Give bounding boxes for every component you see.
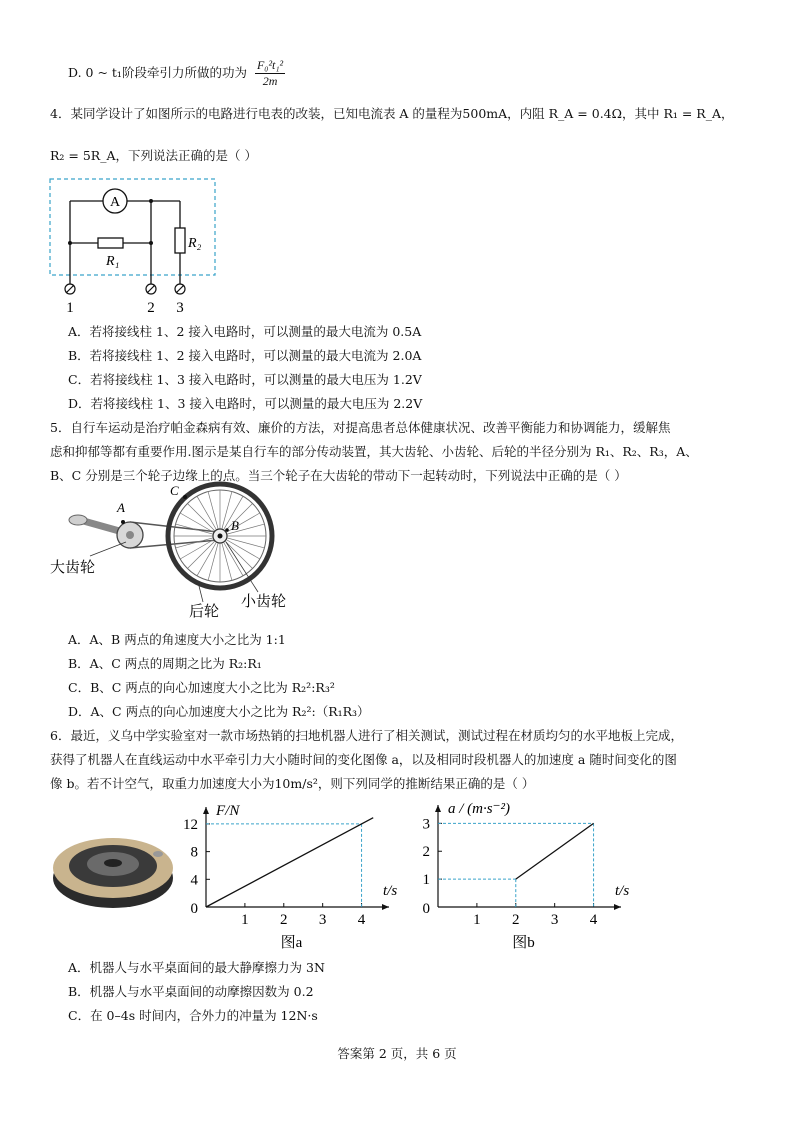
chart-b-y-arrow-icon <box>435 805 441 812</box>
chart-b-y-tick-label: 1 <box>422 872 430 889</box>
q4-circuit-diagram <box>48 176 223 316</box>
q6-option-b: B．机器人与水平桌面间的动摩擦因数为 0.2 <box>68 984 314 999</box>
r2-label: R₂ <box>188 236 202 251</box>
point-a-label: A <box>117 500 125 515</box>
chart-b-x-tick-label: 2 <box>512 912 520 928</box>
chart-a-y-tick-label: 12 <box>183 816 198 833</box>
robot-vacuum-image <box>48 822 178 917</box>
q5-stem-line1: 5．自行车运动是治疗帕金森病有效、廉价的方法，对提高患者总体健康状况、改善平衡能力和协调能力，缓解焦 <box>50 420 671 435</box>
q5-stem-line2: 虑和抑郁等都有重要作用.图示是某自行车的部分传动装置，其大齿轮、小齿轮、后轮的半径分别为 R₁、R₂、R₃，A、 <box>50 444 698 459</box>
chart-b-x-tick-label: 3 <box>550 912 559 928</box>
chart-b-y-label: a / (m·s⁻²) <box>448 801 510 817</box>
q3-fraction-denominator: 2m <box>262 74 278 88</box>
chart-a-x-tick-label: 1 <box>241 912 249 928</box>
chart-b-x-label: t/s <box>615 883 630 899</box>
q4-option-d: D．若将接线柱 1、3 接入电路时，可以测量的最大电压为 2.2V <box>68 396 423 411</box>
point-b-label: B <box>231 518 239 533</box>
q4-option-a: A．若将接线柱 1、2 接入电路时，可以测量的最大电流为 0.5A <box>68 324 422 339</box>
q5-option-d: D．A、C 两点的向心加速度大小之比为 R₂²:（R₁R₃） <box>68 704 370 719</box>
q4-option-b: B．若将接线柱 1、2 接入电路时，可以测量的最大电流为 2.0A <box>68 348 422 363</box>
q3-fraction <box>255 58 285 89</box>
q6-option-a: A．机器人与水平桌面间的最大静摩擦力为 3N <box>68 960 325 975</box>
dashed-box <box>50 179 215 275</box>
chart-a-y-tick-label: 4 <box>190 872 198 889</box>
chart-a-y-tick-label: 8 <box>190 844 198 861</box>
q5-option-a: A．A、B 两点的角速度大小之比为 1:1 <box>68 632 286 647</box>
big-gear-label: 大齿轮 <box>50 560 96 576</box>
q5-option-c: C．B、C 两点的向心加速度大小之比为 R₂²:R₃² <box>68 680 335 695</box>
q5-bicycle-figure <box>48 482 318 622</box>
chart-a-x-tick-label: 3 <box>318 912 327 928</box>
rear-wheel-label: 后轮 <box>189 604 220 620</box>
chart-b-x-tick-label: 1 <box>473 912 481 928</box>
chart-a-origin-label: 0 <box>190 901 198 917</box>
q6-stem-line1: 6．最近，义乌中学实验室对一款市场热销的扫地机器人进行了相关测试，测试过程在材质均匀的水平地板上完成， <box>50 728 683 743</box>
q6-stem-line2: 获得了机器人在直线运动中水平牵引力大小随时间的变化图像 a，以及相同时段机器人的加速度 a 随时间变化的图 <box>50 752 677 767</box>
chart-a-x-tick-label: 2 <box>280 912 288 928</box>
ammeter-label: A <box>109 195 121 210</box>
q3-option-d-prefix: D. <box>68 65 86 80</box>
r1-label: R₁ <box>106 254 120 269</box>
q5-option-b: B．A、C 两点的周期之比为 R₂:R₁ <box>68 656 262 671</box>
chart-a-x-label: t/s <box>383 883 398 899</box>
chart-b-x-arrow-icon <box>614 904 621 910</box>
terminal-3-icon <box>175 284 185 294</box>
terminal-2-icon <box>146 284 156 294</box>
q4-option-c: C．若将接线柱 1、3 接入电路时，可以测量的最大电压为 1.2V <box>68 372 422 387</box>
point-c-label: C <box>170 483 179 498</box>
q5-stem-line3: B、C 分别是三个轮子边缘上的点。当三个轮子在大齿轮的带动下一起转动时，下列说法中正确的是（ ） <box>50 468 627 483</box>
chart-b-x-tick-label: 4 <box>589 912 598 928</box>
q3-option-d-text: 0 ~ t₁阶段牵引力所做的功为 <box>85 65 247 80</box>
page-footer: 答案第 2 页，共 6 页 <box>337 1046 457 1061</box>
q3-option-d <box>68 58 285 89</box>
q6-stem-line3: 像 b。若不计空气，取重力加速度大小为10m/s²，则下列同学的推断结果正确的是（ ） <box>50 776 535 791</box>
chart-a <box>183 782 398 957</box>
chart-a-x-arrow-icon <box>382 904 389 910</box>
q3-fraction-numerator: F₀²t₁² <box>256 58 284 72</box>
chart-b-origin-label: 0 <box>422 901 430 917</box>
chart-a-y-label: F/N <box>216 803 240 819</box>
small-gear-label: 小齿轮 <box>241 594 287 610</box>
chart-b-title: 图b <box>512 935 535 951</box>
chart-a-x-tick-label: 4 <box>357 912 366 928</box>
chart-a-title: 图a <box>280 935 303 951</box>
terminal-3-label: 3 <box>176 300 184 316</box>
chart-b-y-tick-label: 3 <box>422 816 430 833</box>
chart-a-series-line <box>206 818 373 907</box>
q4-stem-line1: 4．某同学设计了如图所示的电路进行电表的改装，已知电流表 A 的量程为500mA，内阻 R_A = 0.4Ω，其中 R₁ = R_A， <box>50 106 734 121</box>
q4-stem-line2: R₂ = 5R_A，下列说法正确的是（ ） <box>50 148 257 163</box>
terminal-1-label: 1 <box>66 300 74 316</box>
chart-b-y-tick-label: 2 <box>422 844 430 861</box>
chart-a-y-arrow-icon <box>203 807 209 814</box>
terminal-1-icon <box>65 284 75 294</box>
terminal-2-label: 2 <box>147 300 155 316</box>
r1-resistor <box>98 238 123 248</box>
chart-b <box>410 782 640 957</box>
q6-option-c: C．在 0–4s 时间内，合外力的冲量为 12N·s <box>68 1008 318 1023</box>
chart-b-series-line <box>516 823 594 879</box>
r2-resistor <box>175 228 185 253</box>
